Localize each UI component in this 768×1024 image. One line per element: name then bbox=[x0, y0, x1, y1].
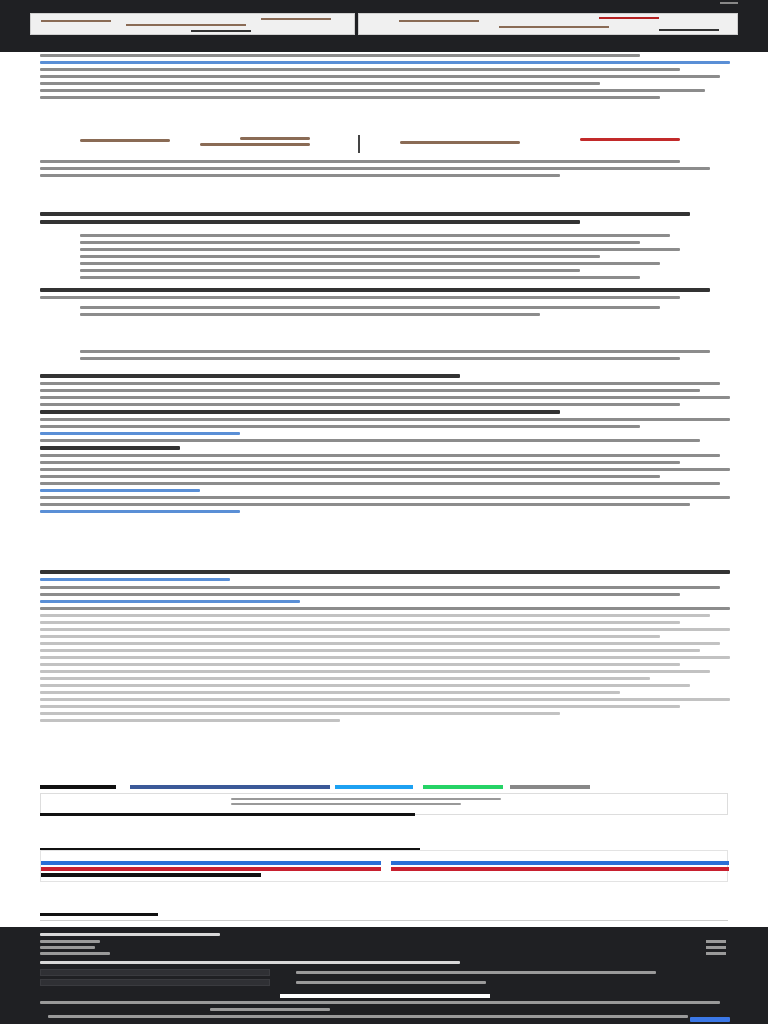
footer-category-link[interactable] bbox=[40, 952, 110, 955]
share-bar bbox=[40, 785, 730, 791]
footer-description bbox=[296, 981, 486, 984]
list-block bbox=[80, 234, 680, 283]
article-figure[interactable] bbox=[40, 135, 690, 153]
footer-links[interactable] bbox=[40, 1001, 720, 1004]
section-heading bbox=[40, 570, 730, 585]
back-to-top-button[interactable] bbox=[690, 1017, 730, 1022]
article-paragraph bbox=[40, 586, 730, 726]
related-item[interactable] bbox=[391, 867, 729, 871]
article-paragraph bbox=[40, 160, 730, 181]
footer-description bbox=[296, 971, 656, 974]
list-block bbox=[80, 306, 680, 320]
article-paragraph bbox=[40, 288, 730, 303]
share-whatsapp-button[interactable] bbox=[423, 785, 503, 789]
share-email-button[interactable] bbox=[510, 785, 590, 789]
footer-copyright bbox=[48, 1015, 688, 1018]
section-heading bbox=[40, 212, 730, 228]
newsletter-email-input[interactable] bbox=[40, 979, 270, 986]
footer-category-count bbox=[706, 946, 726, 949]
footer-category-link[interactable] bbox=[40, 946, 95, 949]
quote-block bbox=[80, 350, 720, 364]
site-header bbox=[0, 0, 768, 52]
related-posts bbox=[40, 850, 728, 882]
hero-image-left[interactable] bbox=[30, 13, 355, 35]
related-item[interactable] bbox=[41, 873, 261, 877]
related-item[interactable] bbox=[41, 861, 381, 865]
related-item[interactable] bbox=[41, 867, 381, 871]
comments-heading-rule bbox=[40, 913, 158, 916]
share-box bbox=[40, 793, 728, 815]
article-paragraph bbox=[40, 54, 730, 103]
hero-image-right[interactable] bbox=[358, 13, 738, 35]
comments-divider bbox=[40, 920, 728, 921]
footer-links[interactable] bbox=[210, 1008, 330, 1011]
newsletter-submit-button[interactable] bbox=[280, 994, 490, 998]
site-footer bbox=[0, 927, 768, 1024]
footer-category-count bbox=[706, 940, 726, 943]
divider bbox=[40, 813, 415, 816]
article-paragraph bbox=[40, 374, 730, 517]
footer-newsletter-heading bbox=[40, 961, 460, 964]
footer-category-link[interactable] bbox=[40, 940, 100, 943]
footer-heading bbox=[40, 933, 220, 936]
related-item[interactable] bbox=[391, 861, 729, 865]
header-icon[interactable] bbox=[720, 2, 738, 4]
share-facebook-button[interactable] bbox=[130, 785, 330, 789]
share-twitter-button[interactable] bbox=[335, 785, 413, 789]
footer-category-count bbox=[706, 952, 726, 955]
newsletter-name-input[interactable] bbox=[40, 969, 270, 976]
